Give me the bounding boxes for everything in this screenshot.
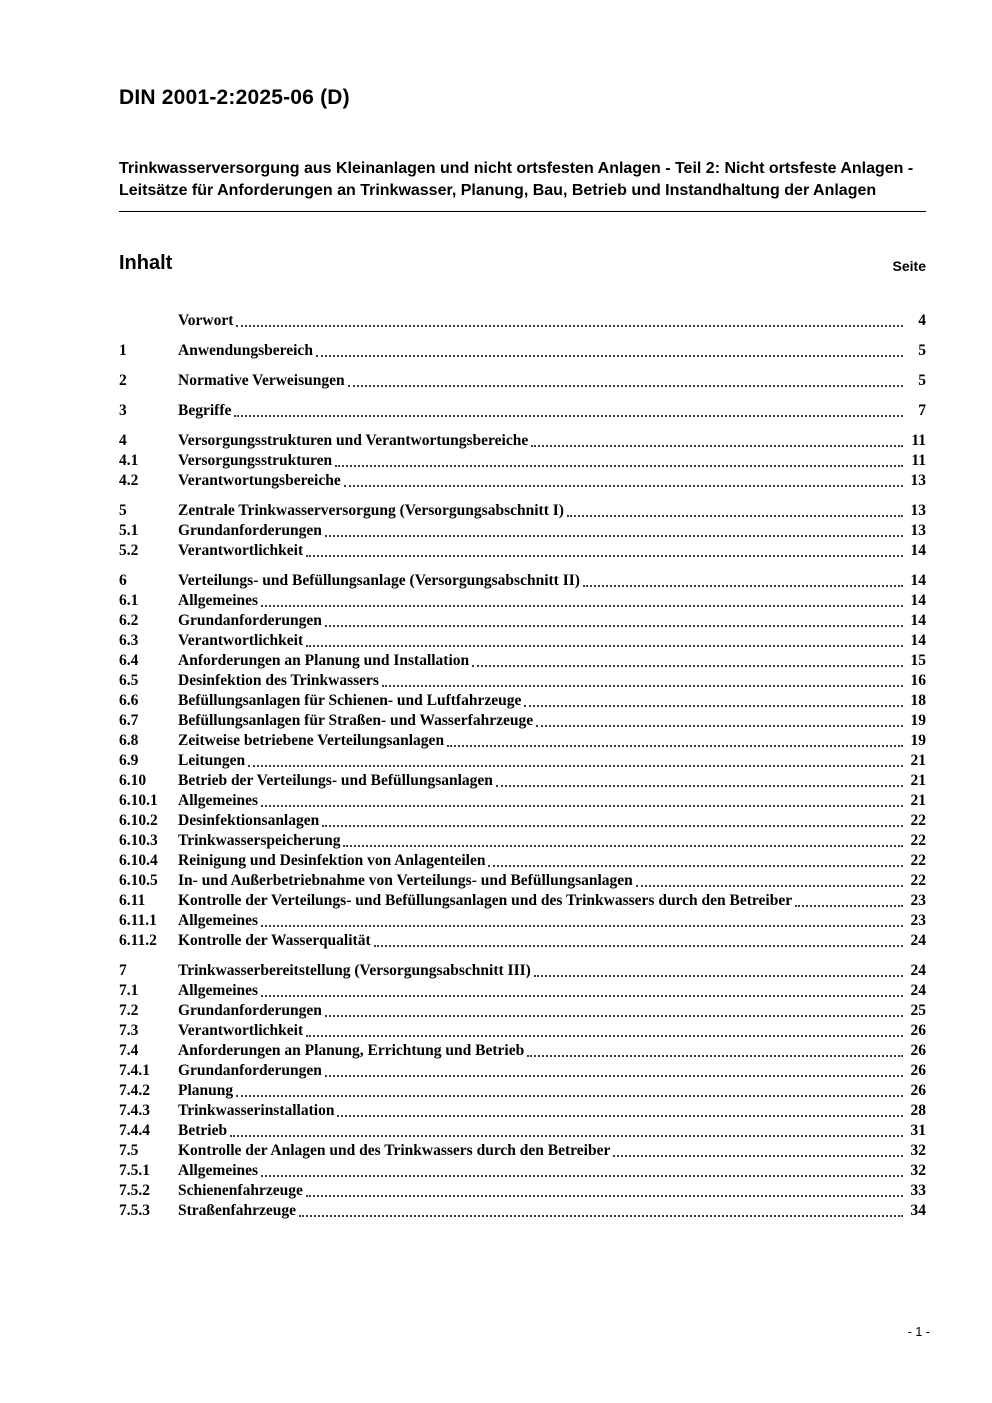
toc-entry-title: Verantwortlichkeit — [178, 632, 304, 649]
toc-entry[interactable] — [119, 711, 926, 731]
toc-entry[interactable] — [119, 1141, 926, 1161]
toc-leader-dots — [567, 515, 903, 517]
toc-entry[interactable] — [119, 341, 926, 361]
toc-entry[interactable] — [119, 1101, 926, 1121]
toc-entry[interactable] — [119, 521, 926, 541]
toc-leader-dots — [325, 1015, 903, 1017]
toc-entry-number: 6.3 — [119, 632, 139, 649]
toc-leader-dots — [472, 665, 903, 667]
toc-entry-page: 15 — [910, 652, 926, 669]
toc-entry-number: 6.7 — [119, 712, 139, 729]
toc-entry[interactable] — [119, 791, 926, 811]
toc-leader-dots — [234, 415, 903, 417]
toc-entry-page: 24 — [910, 982, 926, 999]
toc-leader-dots — [348, 385, 903, 387]
toc-entry-number: 7.5.1 — [119, 1162, 150, 1179]
toc-entry-title: Trinkwasserinstallation — [178, 1102, 335, 1119]
toc-entry-number: 6.10.4 — [119, 852, 158, 869]
toc-entry-page: 21 — [910, 752, 926, 769]
toc-entry-number: 7.4 — [119, 1042, 139, 1059]
toc-entry-page: 33 — [910, 1182, 926, 1199]
toc-entry-page: 23 — [910, 912, 926, 929]
toc-entry-title: Betrieb der Verteilungs- und Befüllungsanlagen — [178, 772, 493, 789]
page-column-label: Seite — [892, 258, 926, 274]
toc-entry-title: Grundanforderungen — [178, 612, 322, 629]
toc-entry-page: 32 — [910, 1142, 926, 1159]
toc-entry[interactable] — [119, 811, 926, 831]
toc-entry[interactable] — [119, 891, 926, 911]
toc-entry[interactable] — [119, 1181, 926, 1201]
toc-leader-dots — [524, 705, 903, 707]
toc-entry[interactable] — [119, 771, 926, 791]
toc-entry-number: 7.3 — [119, 1022, 139, 1039]
toc-leader-dots — [527, 1055, 903, 1057]
toc-entry-title: Zentrale Trinkwasserversorgung (Versorgungsabschnitt I) — [178, 502, 564, 519]
toc-entry-number: 6.4 — [119, 652, 139, 669]
toc-header — [119, 252, 926, 275]
toc-entry-title: Desinfektion des Trinkwassers — [178, 672, 379, 689]
toc-entry-title: Reinigung und Desinfektion von Anlagenteilen — [178, 852, 486, 869]
toc-leader-dots — [261, 995, 903, 997]
toc-entry-page: 14 — [910, 592, 926, 609]
document-title: Trinkwasserversorgung aus Kleinanlagen und nicht ortsfesten Anlagen - Teil 2: Nicht ortsfeste Anlagen - Leitsätze für Anforderungen an Trinkwasser, Planung, Bau, Betrieb und Instandhaltung der Anlagen — [119, 160, 914, 199]
toc-entry-page: 21 — [910, 792, 926, 809]
toc-entry-number: 6.9 — [119, 752, 139, 769]
toc-entry-number: 6.5 — [119, 672, 139, 689]
toc-entry[interactable] — [119, 751, 926, 771]
toc-entry[interactable] — [119, 871, 926, 891]
toc-entry[interactable] — [119, 541, 926, 561]
toc-entry-page: 24 — [910, 932, 926, 949]
toc-entry[interactable] — [119, 851, 926, 871]
toc-entry-title: Versorgungsstrukturen — [178, 452, 333, 469]
toc-entry-number: 6.11.1 — [119, 912, 157, 929]
toc-leader-dots — [335, 465, 903, 467]
toc-entry-page: 7 — [918, 402, 926, 419]
toc-leader-dots — [261, 1175, 903, 1177]
toc-leader-dots — [344, 485, 903, 487]
toc-entry-title: Straßenfahrzeuge — [178, 1202, 296, 1219]
toc-leader-dots — [325, 1075, 903, 1077]
toc-entry-page: 11 — [911, 432, 926, 449]
toc-entry-title: Verantwortlichkeit — [178, 1022, 304, 1039]
toc-entry-number: 7.2 — [119, 1002, 139, 1019]
toc-leader-dots — [374, 945, 903, 947]
toc-entry-page: 14 — [910, 572, 926, 589]
toc-entry[interactable] — [119, 451, 926, 471]
toc-entry-page: 26 — [910, 1042, 926, 1059]
toc-entry-title: Betrieb — [178, 1122, 228, 1139]
toc-entry-title: Verantwortungsbereiche — [178, 472, 341, 489]
toc-entry-page: 18 — [910, 692, 926, 709]
toc-entry-title: Kontrolle der Wasserqualität — [178, 932, 371, 949]
toc-entry[interactable] — [119, 311, 926, 331]
toc-leader-dots — [299, 1215, 903, 1217]
toc-entry-title: In- und Außerbetriebnahme von Verteilungs- und Befüllungsanlagen — [178, 872, 633, 889]
toc-entry-title: Kontrolle der Verteilungs- und Befüllungsanlagen und des Trinkwassers durch den Betreiber — [178, 892, 793, 909]
toc-entry[interactable] — [119, 471, 926, 491]
toc-entry-page: 19 — [910, 732, 926, 749]
toc-entry-page: 14 — [910, 612, 926, 629]
toc-entry-page: 22 — [910, 832, 926, 849]
toc-entry-page: 26 — [910, 1082, 926, 1099]
toc-entry-page: 16 — [910, 672, 926, 689]
toc-entry-page: 26 — [910, 1062, 926, 1079]
toc-entry-page: 4 — [918, 312, 926, 329]
toc-entry-number: 7.4.4 — [119, 1122, 150, 1139]
toc-entry-title: Anwendungsbereich — [178, 342, 313, 359]
toc-leader-dots — [306, 555, 903, 557]
toc-leader-dots — [447, 745, 903, 747]
toc-entry-number: 6.11.2 — [119, 932, 157, 949]
toc-entry[interactable] — [119, 501, 926, 521]
toc-entry-number: 7.5.2 — [119, 1182, 150, 1199]
toc-entry-page: 32 — [910, 1162, 926, 1179]
toc-entry-number: 7.4.1 — [119, 1062, 150, 1079]
toc-entry-title: Grundanforderungen — [178, 1002, 322, 1019]
toc-entry-title: Trinkwasserspeicherung — [178, 832, 341, 849]
toc-entry[interactable] — [119, 651, 926, 671]
toc-entry[interactable] — [119, 1021, 926, 1041]
toc-entry-page: 11 — [911, 452, 926, 469]
toc-entry-number: 7.5 — [119, 1142, 139, 1159]
toc-entry-title: Anforderungen an Planung, Errichtung und Betrieb — [178, 1042, 525, 1059]
toc-entry-title: Allgemeines — [178, 982, 259, 999]
toc-leader-dots — [382, 685, 903, 687]
toc-entry[interactable] — [119, 1121, 926, 1141]
toc-entry[interactable] — [119, 611, 926, 631]
toc-entry-title: Allgemeines — [178, 912, 259, 929]
toc-entry[interactable] — [119, 671, 926, 691]
toc-entry-title: Normative Verweisungen — [178, 372, 345, 389]
toc-entry-page: 13 — [910, 472, 926, 489]
toc-entry[interactable] — [119, 571, 926, 591]
toc-entry-number: 6.10.1 — [119, 792, 158, 809]
toc-entry-number: 5 — [119, 502, 127, 519]
toc-entry-number: 5.2 — [119, 542, 139, 559]
title-underline-rule — [119, 211, 926, 212]
toc-leader-dots — [343, 845, 903, 847]
toc-entry-number: 7.1 — [119, 982, 139, 999]
toc-entry-page: 23 — [910, 892, 926, 909]
toc-entry-number: 7.4.3 — [119, 1102, 150, 1119]
toc-entry-number: 6.2 — [119, 612, 139, 629]
toc-entry-page: 26 — [910, 1022, 926, 1039]
toc-entry[interactable] — [119, 961, 926, 981]
toc-entry-title: Allgemeines — [178, 1162, 259, 1179]
toc-leader-dots — [337, 1115, 903, 1117]
toc-leader-dots — [248, 765, 903, 767]
toc-entry[interactable] — [119, 1201, 926, 1221]
toc-entry-number: 4 — [119, 432, 127, 449]
toc-entry-title: Planung — [178, 1082, 234, 1099]
toc-entry-page: 25 — [910, 1002, 926, 1019]
toc-entry-title: Desinfektionsanlagen — [178, 812, 320, 829]
toc-leader-dots — [536, 725, 903, 727]
toc-leader-dots — [236, 1095, 903, 1097]
toc-leader-dots — [613, 1155, 903, 1157]
toc-entry-title: Versorgungsstrukturen und Verantwortungsbereiche — [178, 432, 529, 449]
toc-entry[interactable] — [119, 401, 926, 421]
toc-entry-number: 6 — [119, 572, 127, 589]
toc-leader-dots — [261, 605, 903, 607]
toc-entry[interactable] — [119, 981, 926, 1001]
toc-leader-dots — [322, 825, 903, 827]
toc-leader-dots — [306, 1195, 903, 1197]
toc-entry[interactable] — [119, 1161, 926, 1181]
toc-list — [119, 311, 926, 1221]
toc-entry-page: 31 — [910, 1122, 926, 1139]
toc-entry-page: 28 — [910, 1102, 926, 1119]
toc-entry-page: 13 — [910, 502, 926, 519]
toc-entry-number: 6.8 — [119, 732, 139, 749]
toc-entry-page: 21 — [910, 772, 926, 789]
toc-entry-page: 24 — [910, 962, 926, 979]
toc-entry-number: 7 — [119, 962, 127, 979]
toc-leader-dots — [496, 785, 903, 787]
toc-leader-dots — [306, 1035, 903, 1037]
toc-entry-page: 13 — [910, 522, 926, 539]
toc-entry-title: Zeitweise betriebene Verteilungsanlagen — [178, 732, 445, 749]
toc-entry[interactable] — [119, 691, 926, 711]
toc-entry-title: Befüllungsanlagen für Straßen- und Wasserfahrzeuge — [178, 712, 534, 729]
toc-entry-number: 6.10.2 — [119, 812, 158, 829]
toc-entry[interactable] — [119, 831, 926, 851]
toc-leader-dots — [488, 865, 903, 867]
toc-entry[interactable] — [119, 931, 926, 951]
toc-leader-dots — [325, 535, 903, 537]
toc-leader-dots — [583, 585, 903, 587]
toc-entry-number: 6.1 — [119, 592, 139, 609]
document-code: DIN 2001-2:2025-06 (D) — [119, 86, 350, 109]
toc-entry-number: 6.10.3 — [119, 832, 158, 849]
toc-entry-page: 5 — [918, 372, 926, 389]
toc-leader-dots — [306, 645, 903, 647]
toc-entry-title: Verantwortlichkeit — [178, 542, 304, 559]
toc-entry-number: 6.10 — [119, 772, 147, 789]
toc-leader-dots — [261, 925, 903, 927]
toc-entry-title: Leitungen — [178, 752, 246, 769]
toc-entry[interactable] — [119, 591, 926, 611]
toc-entry-number: 6.6 — [119, 692, 139, 709]
toc-entry-title: Vorwort — [178, 312, 234, 329]
toc-entry-title: Allgemeines — [178, 792, 259, 809]
toc-entry[interactable] — [119, 731, 926, 751]
toc-entry-title: Grundanforderungen — [178, 522, 322, 539]
footer-page-number: - 1 - — [907, 1325, 930, 1339]
toc-entry-page: 5 — [918, 342, 926, 359]
toc-entry-title: Kontrolle der Anlagen und des Trinkwassers durch den Betreiber — [178, 1142, 611, 1159]
toc-entry-number: 4.1 — [119, 452, 139, 469]
toc-entry-title: Befüllungsanlagen für Schienen- und Luftfahrzeuge — [178, 692, 522, 709]
toc-entry-title: Verteilungs- und Befüllungsanlage (Versorgungsabschnitt II) — [178, 572, 580, 589]
toc-entry-page: 22 — [910, 812, 926, 829]
toc-entry[interactable] — [119, 1001, 926, 1021]
toc-leader-dots — [534, 975, 903, 977]
toc-entry-title: Begriffe — [178, 402, 232, 419]
toc-entry[interactable] — [119, 631, 926, 651]
toc-entry[interactable] — [119, 431, 926, 451]
toc-entry[interactable] — [119, 371, 926, 391]
toc-entry-title: Grundanforderungen — [178, 1062, 322, 1079]
toc-entry-title: Anforderungen an Planung und Installation — [178, 652, 470, 669]
toc-entry[interactable] — [119, 1061, 926, 1081]
toc-leader-dots — [316, 355, 903, 357]
toc-entry-number: 7.5.3 — [119, 1202, 150, 1219]
toc-entry-number: 1 — [119, 342, 127, 359]
toc-entry-page: 14 — [910, 632, 926, 649]
toc-leader-dots — [795, 905, 903, 907]
toc-entry[interactable] — [119, 911, 926, 931]
toc-entry-page: 22 — [910, 872, 926, 889]
toc-entry-page: 14 — [910, 542, 926, 559]
toc-entry-title: Schienenfahrzeuge — [178, 1182, 303, 1199]
toc-leader-dots — [636, 885, 903, 887]
toc-leader-dots — [261, 805, 903, 807]
toc-entry-number: 6.10.5 — [119, 872, 158, 889]
toc-entry-page: 22 — [910, 852, 926, 869]
toc-entry-title: Allgemeines — [178, 592, 259, 609]
toc-entry-number: 3 — [119, 402, 127, 419]
toc-entry-title: Trinkwasserbereitstellung (Versorgungsabschnitt III) — [178, 962, 531, 979]
toc-entry-page: 34 — [910, 1202, 926, 1219]
toc-entry-number: 4.2 — [119, 472, 139, 489]
toc-leader-dots — [230, 1135, 903, 1137]
toc-entry-number: 6.11 — [119, 892, 146, 909]
toc-heading: Inhalt — [119, 252, 173, 274]
toc-leader-dots — [531, 445, 903, 447]
toc-entry-number: 7.4.2 — [119, 1082, 150, 1099]
toc-entry-page: 19 — [910, 712, 926, 729]
toc-entry-number: 5.1 — [119, 522, 139, 539]
toc-leader-dots — [236, 325, 903, 327]
toc-entry[interactable] — [119, 1041, 926, 1061]
toc-leader-dots — [325, 625, 903, 627]
toc-entry-number: 2 — [119, 372, 127, 389]
toc-entry[interactable] — [119, 1081, 926, 1101]
